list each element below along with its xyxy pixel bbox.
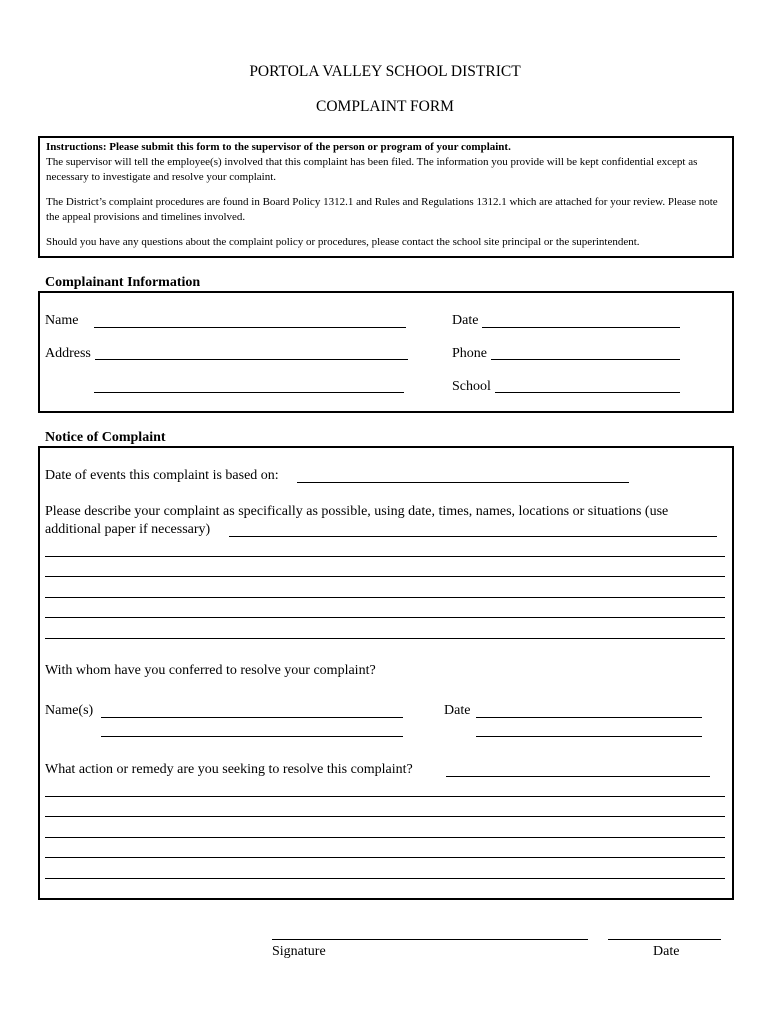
remedy-question: What action or remedy are you seeking to resolve this complaint?: [45, 762, 413, 777]
instructions-paragraph-3: Should you have any questions about the complaint policy or procedures, please contact the school site principal or the superintendent.: [46, 236, 640, 248]
describe-field-line[interactable]: [45, 556, 725, 557]
names-field-line-2[interactable]: [101, 736, 403, 737]
date-field[interactable]: [482, 327, 680, 328]
date-label: Date: [452, 313, 479, 328]
signature-field[interactable]: [272, 939, 588, 940]
describe-field-line[interactable]: [229, 536, 717, 537]
remedy-field-line[interactable]: [446, 776, 710, 777]
conferred-date-field-2[interactable]: [476, 736, 702, 737]
instructions-box: [38, 136, 734, 258]
instructions-heading: Instructions: Please submit this form to the supervisor of the person or program of your complaint.: [46, 141, 511, 153]
remedy-field-line[interactable]: [45, 796, 725, 797]
events-date-label: Date of events this complaint is based on:: [45, 468, 279, 483]
phone-label: Phone: [452, 346, 487, 361]
form-title: COMPLAINT FORM: [316, 98, 454, 115]
conferred-question: With whom have you conferred to resolve your complaint?: [45, 663, 376, 678]
conferred-date-label: Date: [444, 703, 471, 718]
conferred-date-field-1[interactable]: [476, 717, 702, 718]
describe-prompt-line-2: additional paper if necessary): [45, 522, 211, 537]
complainant-section-heading: Complainant Information: [45, 275, 201, 290]
instructions-paragraph-1: The supervisor will tell the employee(s) involved that this complaint has been filed. The information you provide will be kept confidential except as necessary to investigate and resolve your complaint.: [46, 156, 698, 183]
remedy-field-line[interactable]: [45, 878, 725, 879]
remedy-field-line[interactable]: [45, 816, 725, 817]
describe-field-line[interactable]: [45, 576, 725, 577]
district-title: PORTOLA VALLEY SCHOOL DISTRICT: [249, 63, 521, 80]
remedy-field-line[interactable]: [45, 837, 725, 838]
describe-field-line[interactable]: [45, 617, 725, 618]
complainant-info-box: [38, 291, 734, 413]
describe-field-line[interactable]: [45, 597, 725, 598]
names-field-line-1[interactable]: [101, 717, 403, 718]
address-field-line-2[interactable]: [94, 392, 404, 393]
signature-label: Signature: [272, 944, 326, 959]
signature-date-label: Date: [653, 944, 680, 959]
school-label: School: [452, 379, 491, 394]
remedy-field-line[interactable]: [45, 857, 725, 858]
phone-field[interactable]: [491, 359, 680, 360]
events-date-field[interactable]: [297, 482, 629, 483]
notice-section-heading: Notice of Complaint: [45, 430, 166, 445]
signature-date-field[interactable]: [608, 939, 721, 940]
school-field[interactable]: [495, 392, 680, 393]
describe-prompt-line-1: Please describe your complaint as specifically as possible, using date, times, names, locations or situations (use: [45, 504, 669, 519]
name-label: Name: [45, 313, 79, 328]
describe-field-line[interactable]: [45, 638, 725, 639]
names-label: Name(s): [45, 703, 94, 718]
address-label: Address: [45, 346, 91, 361]
instructions-paragraph-2: The District’s complaint procedures are found in Board Policy 1312.1 and Rules and Regulations 1312.1 which are attached for your review. Please note the appeal provisions and timelines involved.: [46, 196, 718, 223]
name-field[interactable]: [94, 327, 406, 328]
address-field-line-1[interactable]: [95, 359, 408, 360]
